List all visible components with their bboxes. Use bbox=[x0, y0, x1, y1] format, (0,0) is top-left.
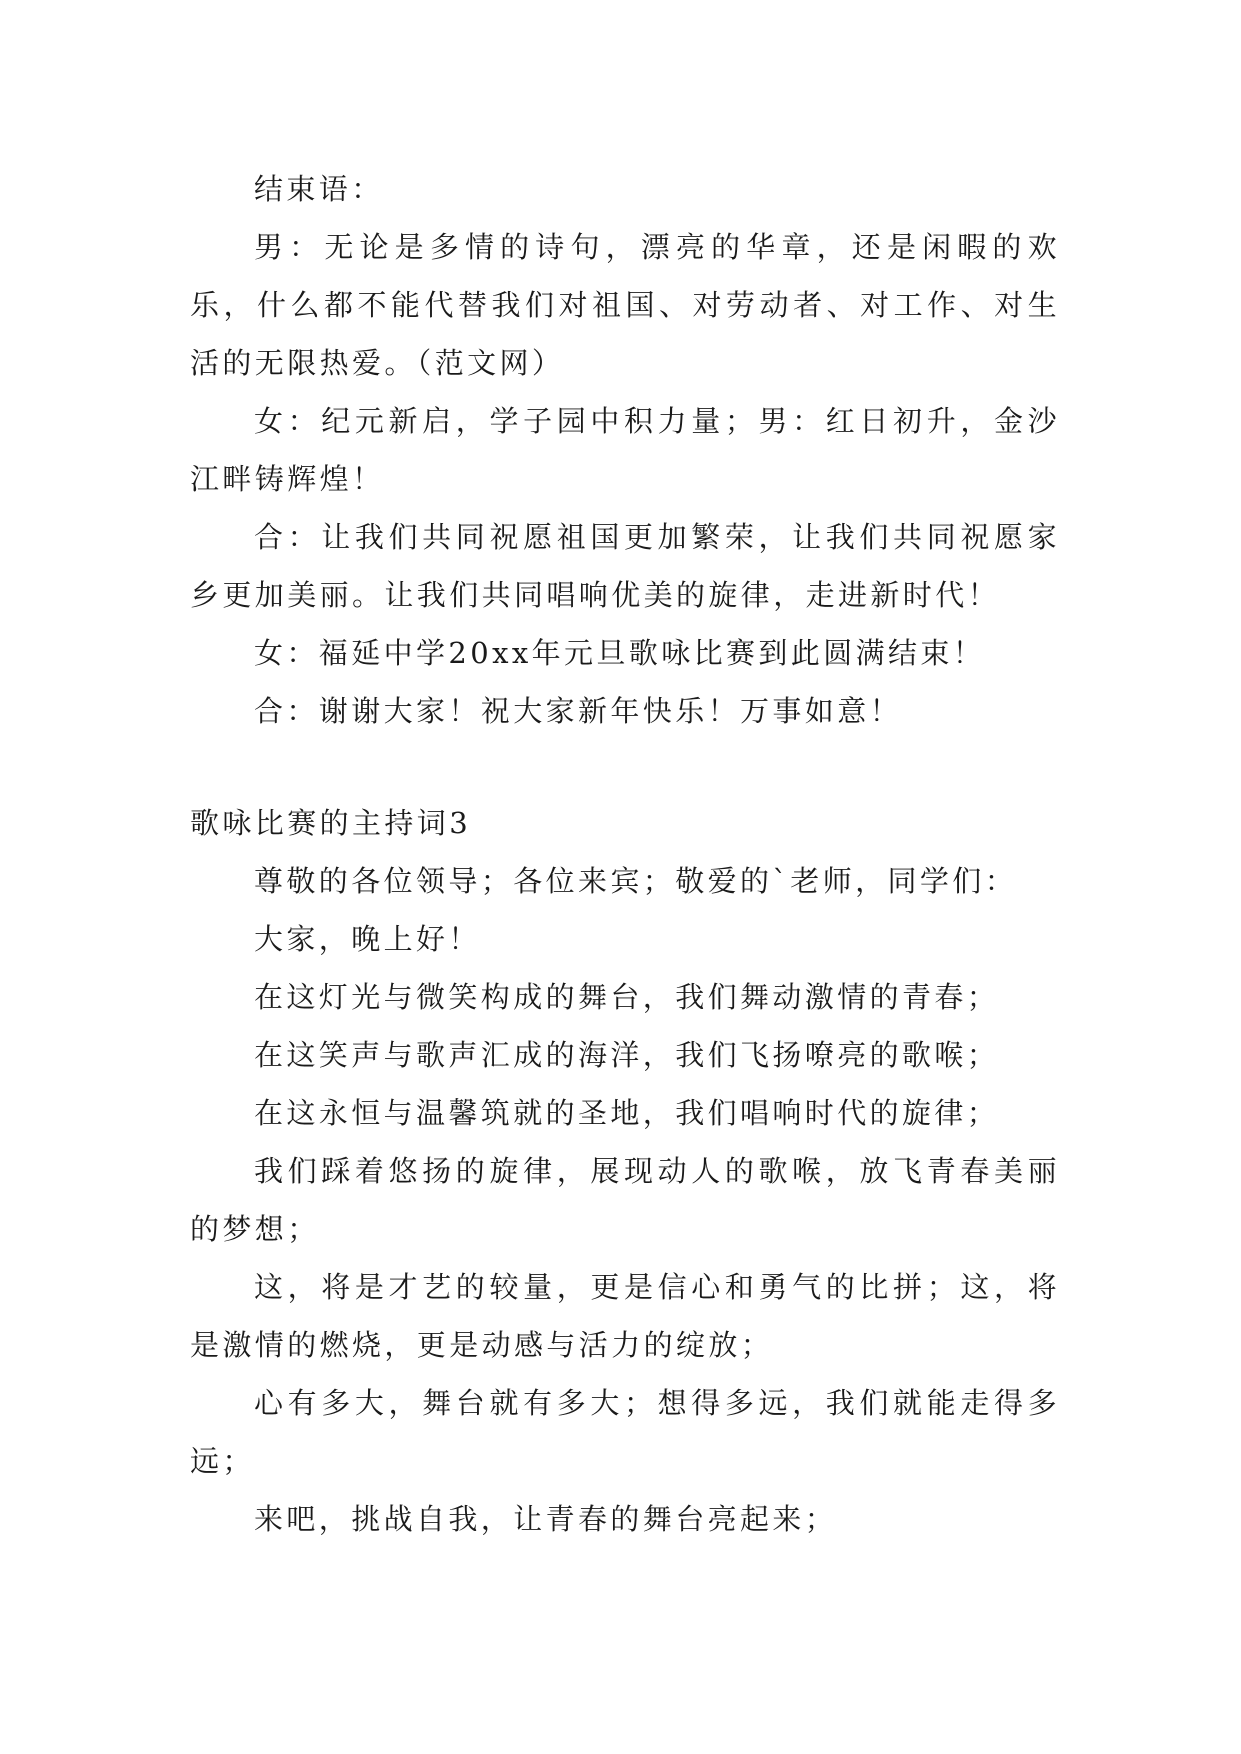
script-paragraph: 在这永恒与温馨筑就的圣地，我们唱响时代的旋律； bbox=[254, 1096, 1000, 1130]
script-paragraph: 在这笑声与歌声汇成的海洋，我们飞扬嘹亮的歌喉； bbox=[254, 1038, 1000, 1072]
section-heading: 歌咏比赛的主持词3 bbox=[190, 806, 472, 840]
script-paragraph: 这，将是才艺的较量，更是信心和勇气的比拼；这，将是激情的燃烧，更是动感与活力的绽放； bbox=[190, 1270, 1060, 1362]
script-paragraph: 大家，晚上好！ bbox=[254, 922, 481, 956]
closing-section bbox=[190, 160, 1060, 740]
script-paragraph: 我们踩着悠扬的旋律，展现动人的歌喉，放飞青春美丽的梦想； bbox=[190, 1154, 1060, 1246]
script-paragraph: 在这灯光与微笑构成的舞台，我们舞动激情的青春； bbox=[254, 980, 1000, 1014]
closing-label: 结束语： bbox=[254, 172, 384, 206]
script-paragraph: 来吧，挑战自我，让青春的舞台亮起来； bbox=[254, 1502, 838, 1536]
script-paragraph: 尊敬的各位领导；各位来宾；敬爱的`老师，同学们： bbox=[254, 864, 1018, 898]
script-paragraph: 心有多大，舞台就有多大；想得多远，我们就能走得多远； bbox=[190, 1386, 1060, 1478]
dialogue-paragraph: 男：无论是多情的诗句，漂亮的华章，还是闲暇的欢乐，什么都不能代替我们对祖国、对劳动者、对工作、对生活的无限热爱。（范文网） bbox=[190, 230, 1060, 380]
dialogue-paragraph: 女：福延中学20xx年元旦歌咏比赛到此圆满结束！ bbox=[254, 636, 986, 670]
dialogue-paragraph: 女：纪元新启，学子园中积力量；男：红日初升，金沙江畔铸辉煌！ bbox=[190, 404, 1060, 496]
dialogue-paragraph: 合：谢谢大家！祝大家新年快乐！万事如意！ bbox=[254, 694, 903, 728]
dialogue-paragraph: 合：让我们共同祝愿祖国更加繁荣，让我们共同祝愿家乡更加美丽。让我们共同唱响优美的旋律，走进新时代！ bbox=[190, 520, 1060, 612]
host-script-section bbox=[190, 794, 1060, 1548]
